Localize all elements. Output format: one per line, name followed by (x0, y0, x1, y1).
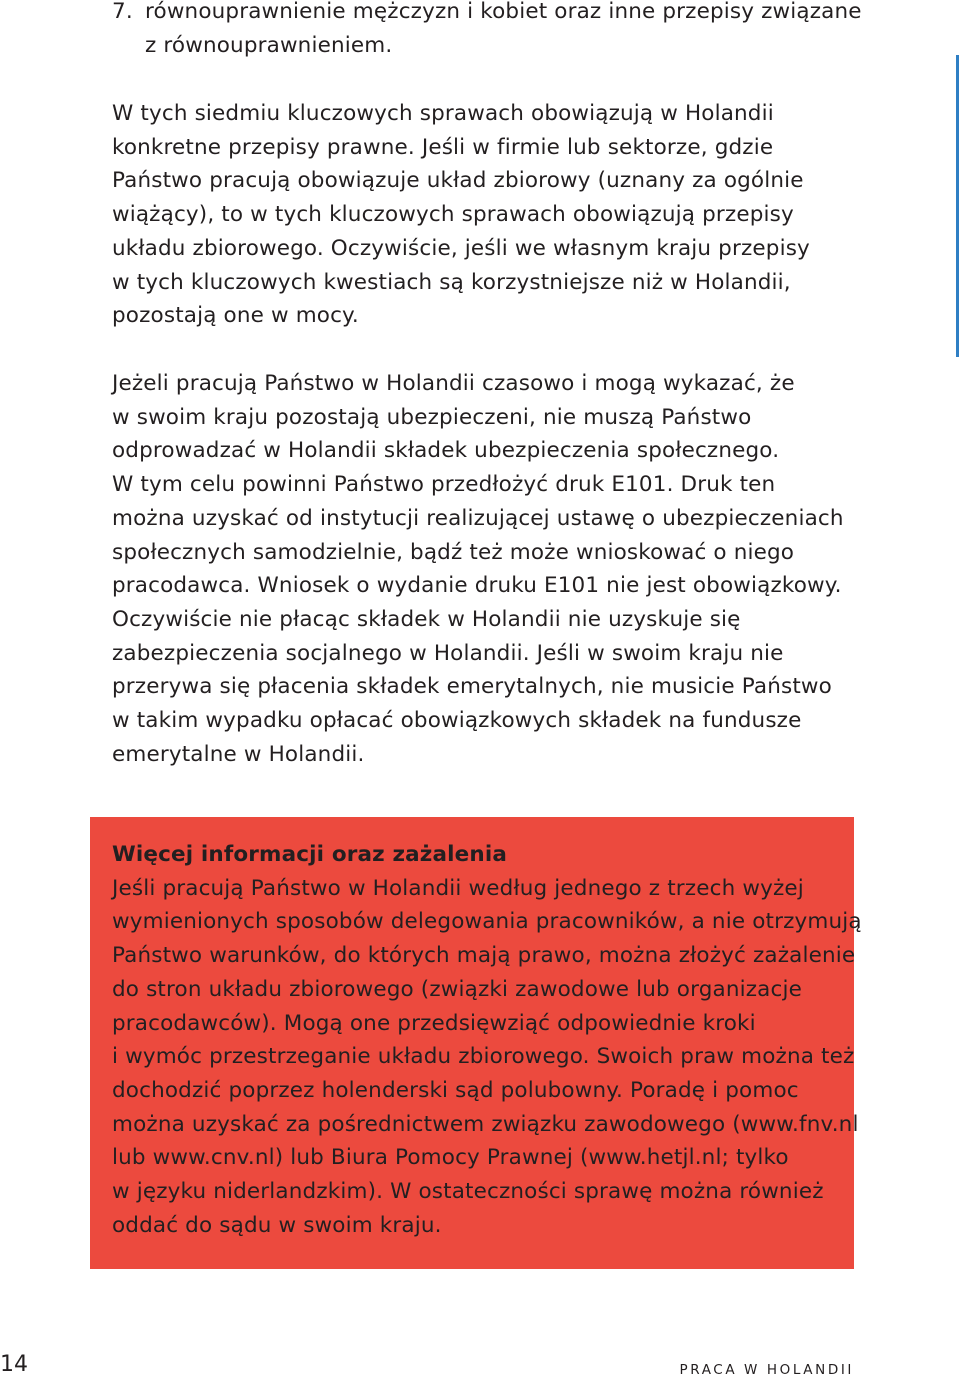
text-line: odprowadzać w Holandii składek ubezpieczenia społecznego. (112, 438, 780, 464)
text-line: Oczywiście nie płacąc składek w Holandii nie uzyskuje się (112, 606, 741, 632)
text-line: W tym celu powinni Państwo przedłożyć druk E101. Druk ten (112, 472, 776, 498)
text-line: można uzyskać za pośrednictwem związku zawodowego (www.fnv.nl (112, 1111, 859, 1137)
text-line: dochodzić poprzez holenderski sąd polubowny. Poradę i pomoc (112, 1077, 799, 1103)
text-line: pracodawców). Mogą one przedsięwziąć odpowiednie kroki (112, 1010, 756, 1036)
text-line: w takim wypadku opłacać obowiązkowych składek na fundusze (112, 708, 802, 734)
text-line: i wymóc przestrzeganie układu zbiorowego. Swoich praw można też (112, 1044, 855, 1070)
text-line: Jeśli pracują Państwo w Holandii według jednego z trzech wyżej (112, 875, 804, 901)
info-box (90, 817, 862, 1269)
text-line: wiążący), to w tych kluczowych sprawach obowiązują przepisy (112, 202, 794, 228)
text-line: z równouprawnieniem. (145, 32, 393, 58)
text-line: układu zbiorowego. Oczywiście, jeśli we własnym kraju przepisy (112, 235, 810, 261)
text-line: wymienionych sposobów delegowania pracowników, a nie otrzymują (112, 909, 862, 935)
text-line: oddać do sądu w swoim kraju. (112, 1212, 442, 1238)
text-line: w swoim kraju pozostają ubezpieczeni, nie muszą Państwo (112, 404, 752, 430)
text-line: emerytalne w Holandii. (112, 741, 365, 767)
list-number: 7. (112, 0, 133, 24)
text-line: przerywa się płacenia składek emerytalnych, nie musicie Państwo (112, 674, 832, 700)
margin-rule (956, 55, 959, 357)
text-line: do stron układu zbiorowego (związki zawodowe lub organizacje (112, 976, 802, 1002)
text-line: w języku niderlandzkim). W ostateczności sprawę można również (112, 1179, 824, 1205)
text-line: Państwo pracują obowiązuje układ zbiorowy (uznany za ogólnie (112, 168, 804, 194)
text-line: w tych kluczowych kwestiach są korzystniejsze niż w Holandii, (112, 269, 791, 295)
text-line: równouprawnienie mężczyzn i kobiet oraz inne przepisy związane (145, 0, 862, 24)
paragraph-key-matters (112, 97, 872, 333)
text-line: lub www.cnv.nl) lub Biura Pomocy Prawnej (www.hetjl.nl; tylko (112, 1145, 789, 1171)
text-line: Jeżeli pracują Państwo w Holandii czasowo i mogą wykazać, że (112, 371, 795, 396)
list-item-text (145, 0, 865, 62)
text-line: Państwo warunków, do których mają prawo, można złożyć zażalenie (112, 943, 856, 969)
text-line: pracodawca. Wniosek o wydanie druku E101 nie jest obowiązkowy. (112, 573, 842, 599)
page-number: 14 (0, 1352, 28, 1377)
text-line: społecznych samodzielnie, bądź też może wnioskować o niego (112, 539, 795, 565)
info-box-title: Więcej informacji oraz zażalenia (112, 842, 507, 867)
text-line: pozostają one w mocy. (112, 303, 359, 329)
running-footer: PRACA W HOLANDII (679, 1362, 854, 1378)
text-line: zabezpieczenia socjalnego w Holandii. Jeśli w swoim kraju nie (112, 640, 784, 666)
text-line: konkretne przepisy prawne. Jeśli w firmie lub sektorze, gdzie (112, 134, 774, 160)
text-line: W tych siedmiu kluczowych sprawach obowiązują w Holandii (112, 101, 774, 126)
info-box-content (112, 838, 872, 1242)
text-line: można uzyskać od instytucji realizującej ustawę o ubezpieczeniach (112, 505, 844, 531)
paragraph-social-insurance (112, 367, 872, 771)
